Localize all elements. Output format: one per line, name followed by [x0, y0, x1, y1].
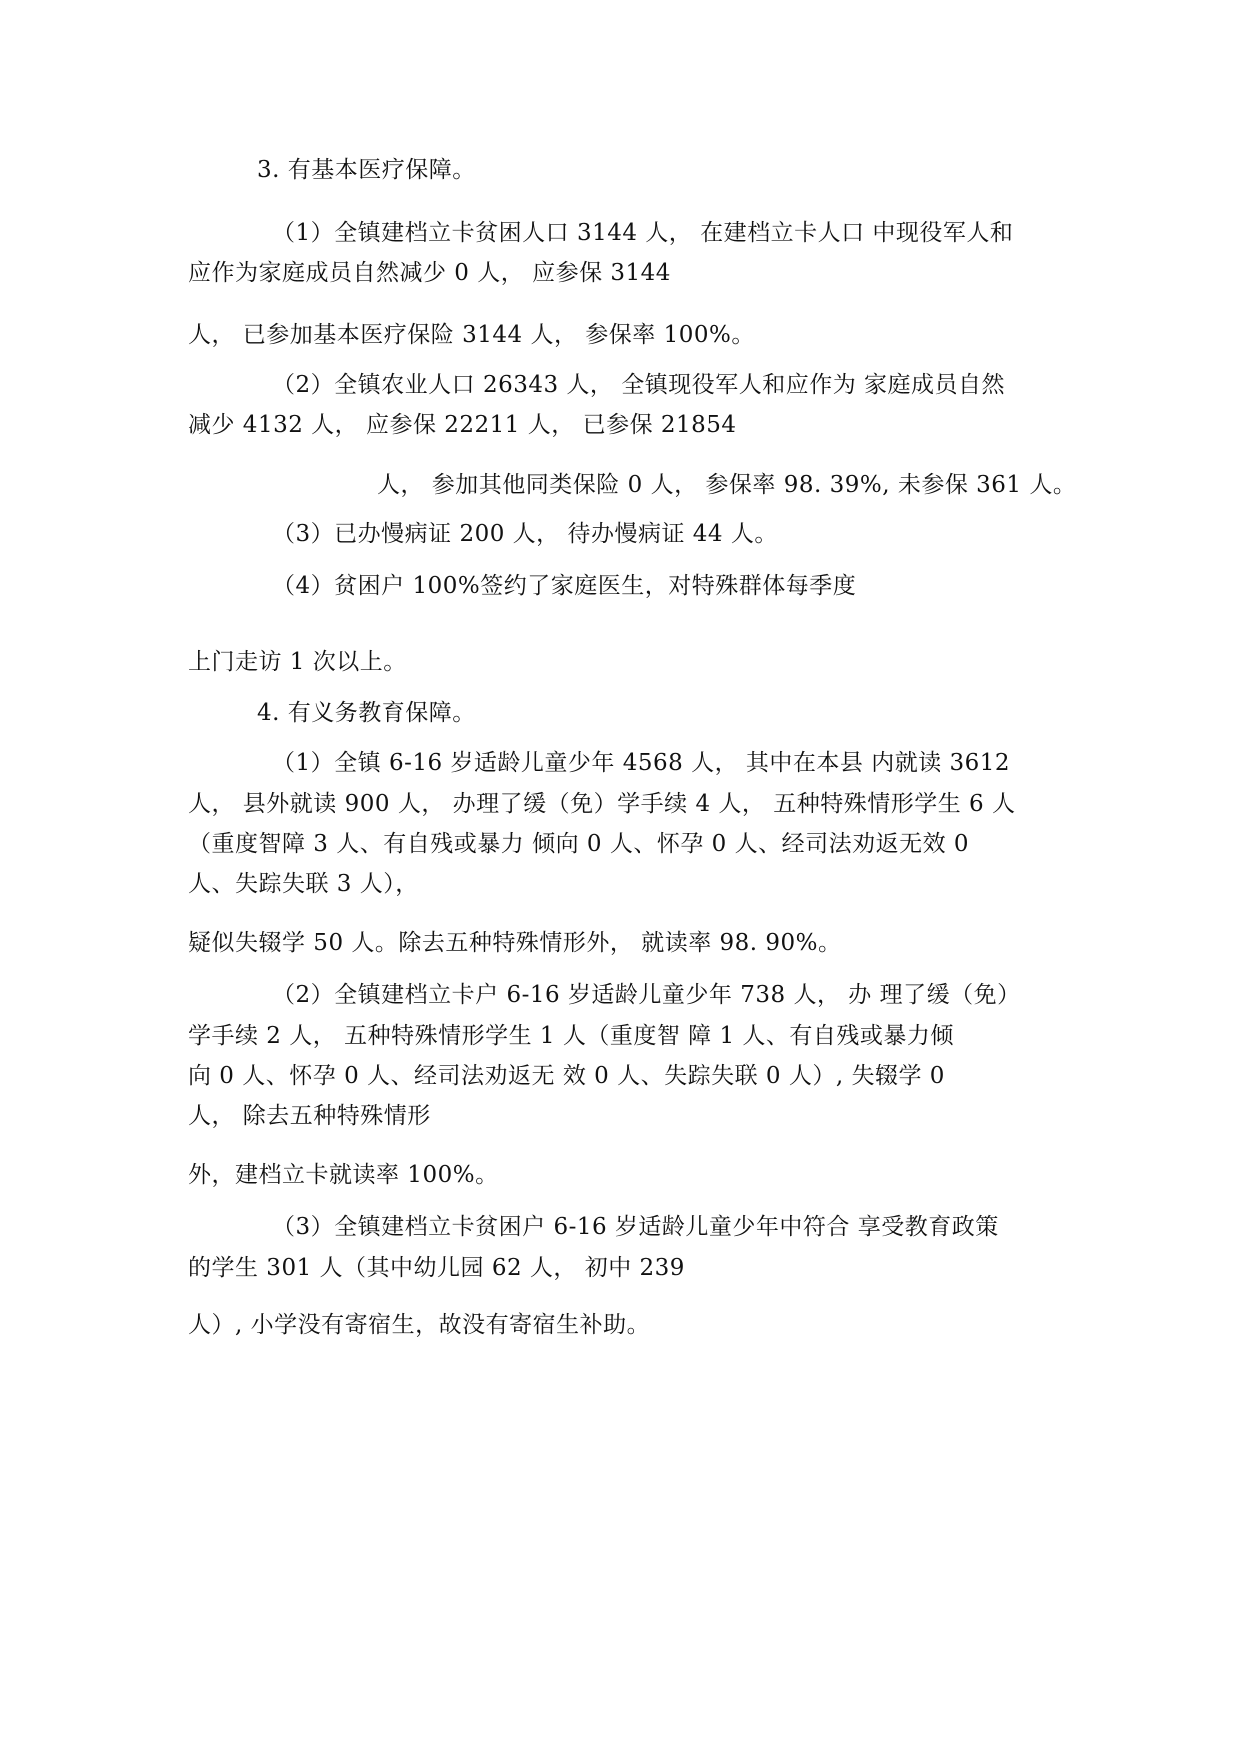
section-heading-medical: 3. 有基本医疗保障。 — [257, 157, 476, 183]
paragraph-line: （2）全镇农业人口 26343 人， 全镇现役军人和应作为 家庭成员自然 — [272, 372, 1006, 398]
paragraph-line: （4）贫困户 100%签约了家庭医生，对特殊群体每季度 — [272, 573, 857, 599]
paragraph-line: 疑似失辍学 50 人。除去五种特殊情形外， 就读率 98. 90%。 — [188, 930, 842, 956]
paragraph-line: （重度智障 3 人、有自残或暴力 倾向 0 人、怀孕 0 人、经司法劝返无效 0 — [188, 831, 970, 857]
paragraph-line: 外，建档立卡就读率 100%。 — [188, 1162, 499, 1188]
paragraph-line: 人）, 小学没有寄宿生，故没有寄宿生补助。 — [188, 1312, 651, 1338]
paragraph-line: 学手续 2 人， 五种特殊情形学生 1 人（重度智 障 1 人、有自残或暴力倾 — [188, 1023, 954, 1049]
paragraph-line: （1）全镇 6-16 岁适龄儿童少年 4568 人， 其中在本县 内就读 3612 — [272, 750, 1011, 776]
paragraph-line: 上门走访 1 次以上。 — [188, 649, 407, 675]
paragraph-line: 人， 参加其他同类保险 0 人， 参保率 98. 39%, 未参保 361 人。 — [377, 472, 1077, 498]
paragraph-line: 人， 县外就读 900 人， 办理了缓（免）学手续 4 人， 五种特殊情形学生 6 人 — [188, 791, 1016, 817]
paragraph-line: 向 0 人、怀孕 0 人、经司法劝返无 效 0 人、失踪失联 0 人）, 失辍学 0 — [188, 1063, 945, 1089]
paragraph-line: （3）全镇建档立卡贫困户 6-16 岁适龄儿童少年中符合 享受教育政策 — [272, 1214, 999, 1240]
paragraph-line: （2）全镇建档立卡户 6-16 岁适龄儿童少年 738 人， 办 理了缓（免） — [272, 982, 1021, 1008]
paragraph-line: 减少 4132 人， 应参保 22211 人， 已参保 21854 — [188, 412, 737, 438]
paragraph-line: （1）全镇建档立卡贫困人口 3144 人， 在建档立卡人口 中现役军人和 — [272, 220, 1014, 246]
paragraph-line: （3）已办慢病证 200 人， 待办慢病证 44 人。 — [272, 521, 778, 547]
paragraph-line: 的学生 301 人（其中幼儿园 62 人， 初中 239 — [188, 1255, 685, 1281]
paragraph-line: 应作为家庭成员自然减少 0 人， 应参保 3144 — [188, 260, 671, 286]
paragraph-line: 人， 除去五种特殊情形 — [188, 1103, 431, 1129]
paragraph-line: 人、失踪失联 3 人）， — [188, 871, 419, 897]
paragraph-line: 人， 已参加基本医疗保险 3144 人， 参保率 100%。 — [188, 322, 755, 348]
section-heading-education: 4. 有义务教育保障。 — [257, 700, 476, 726]
